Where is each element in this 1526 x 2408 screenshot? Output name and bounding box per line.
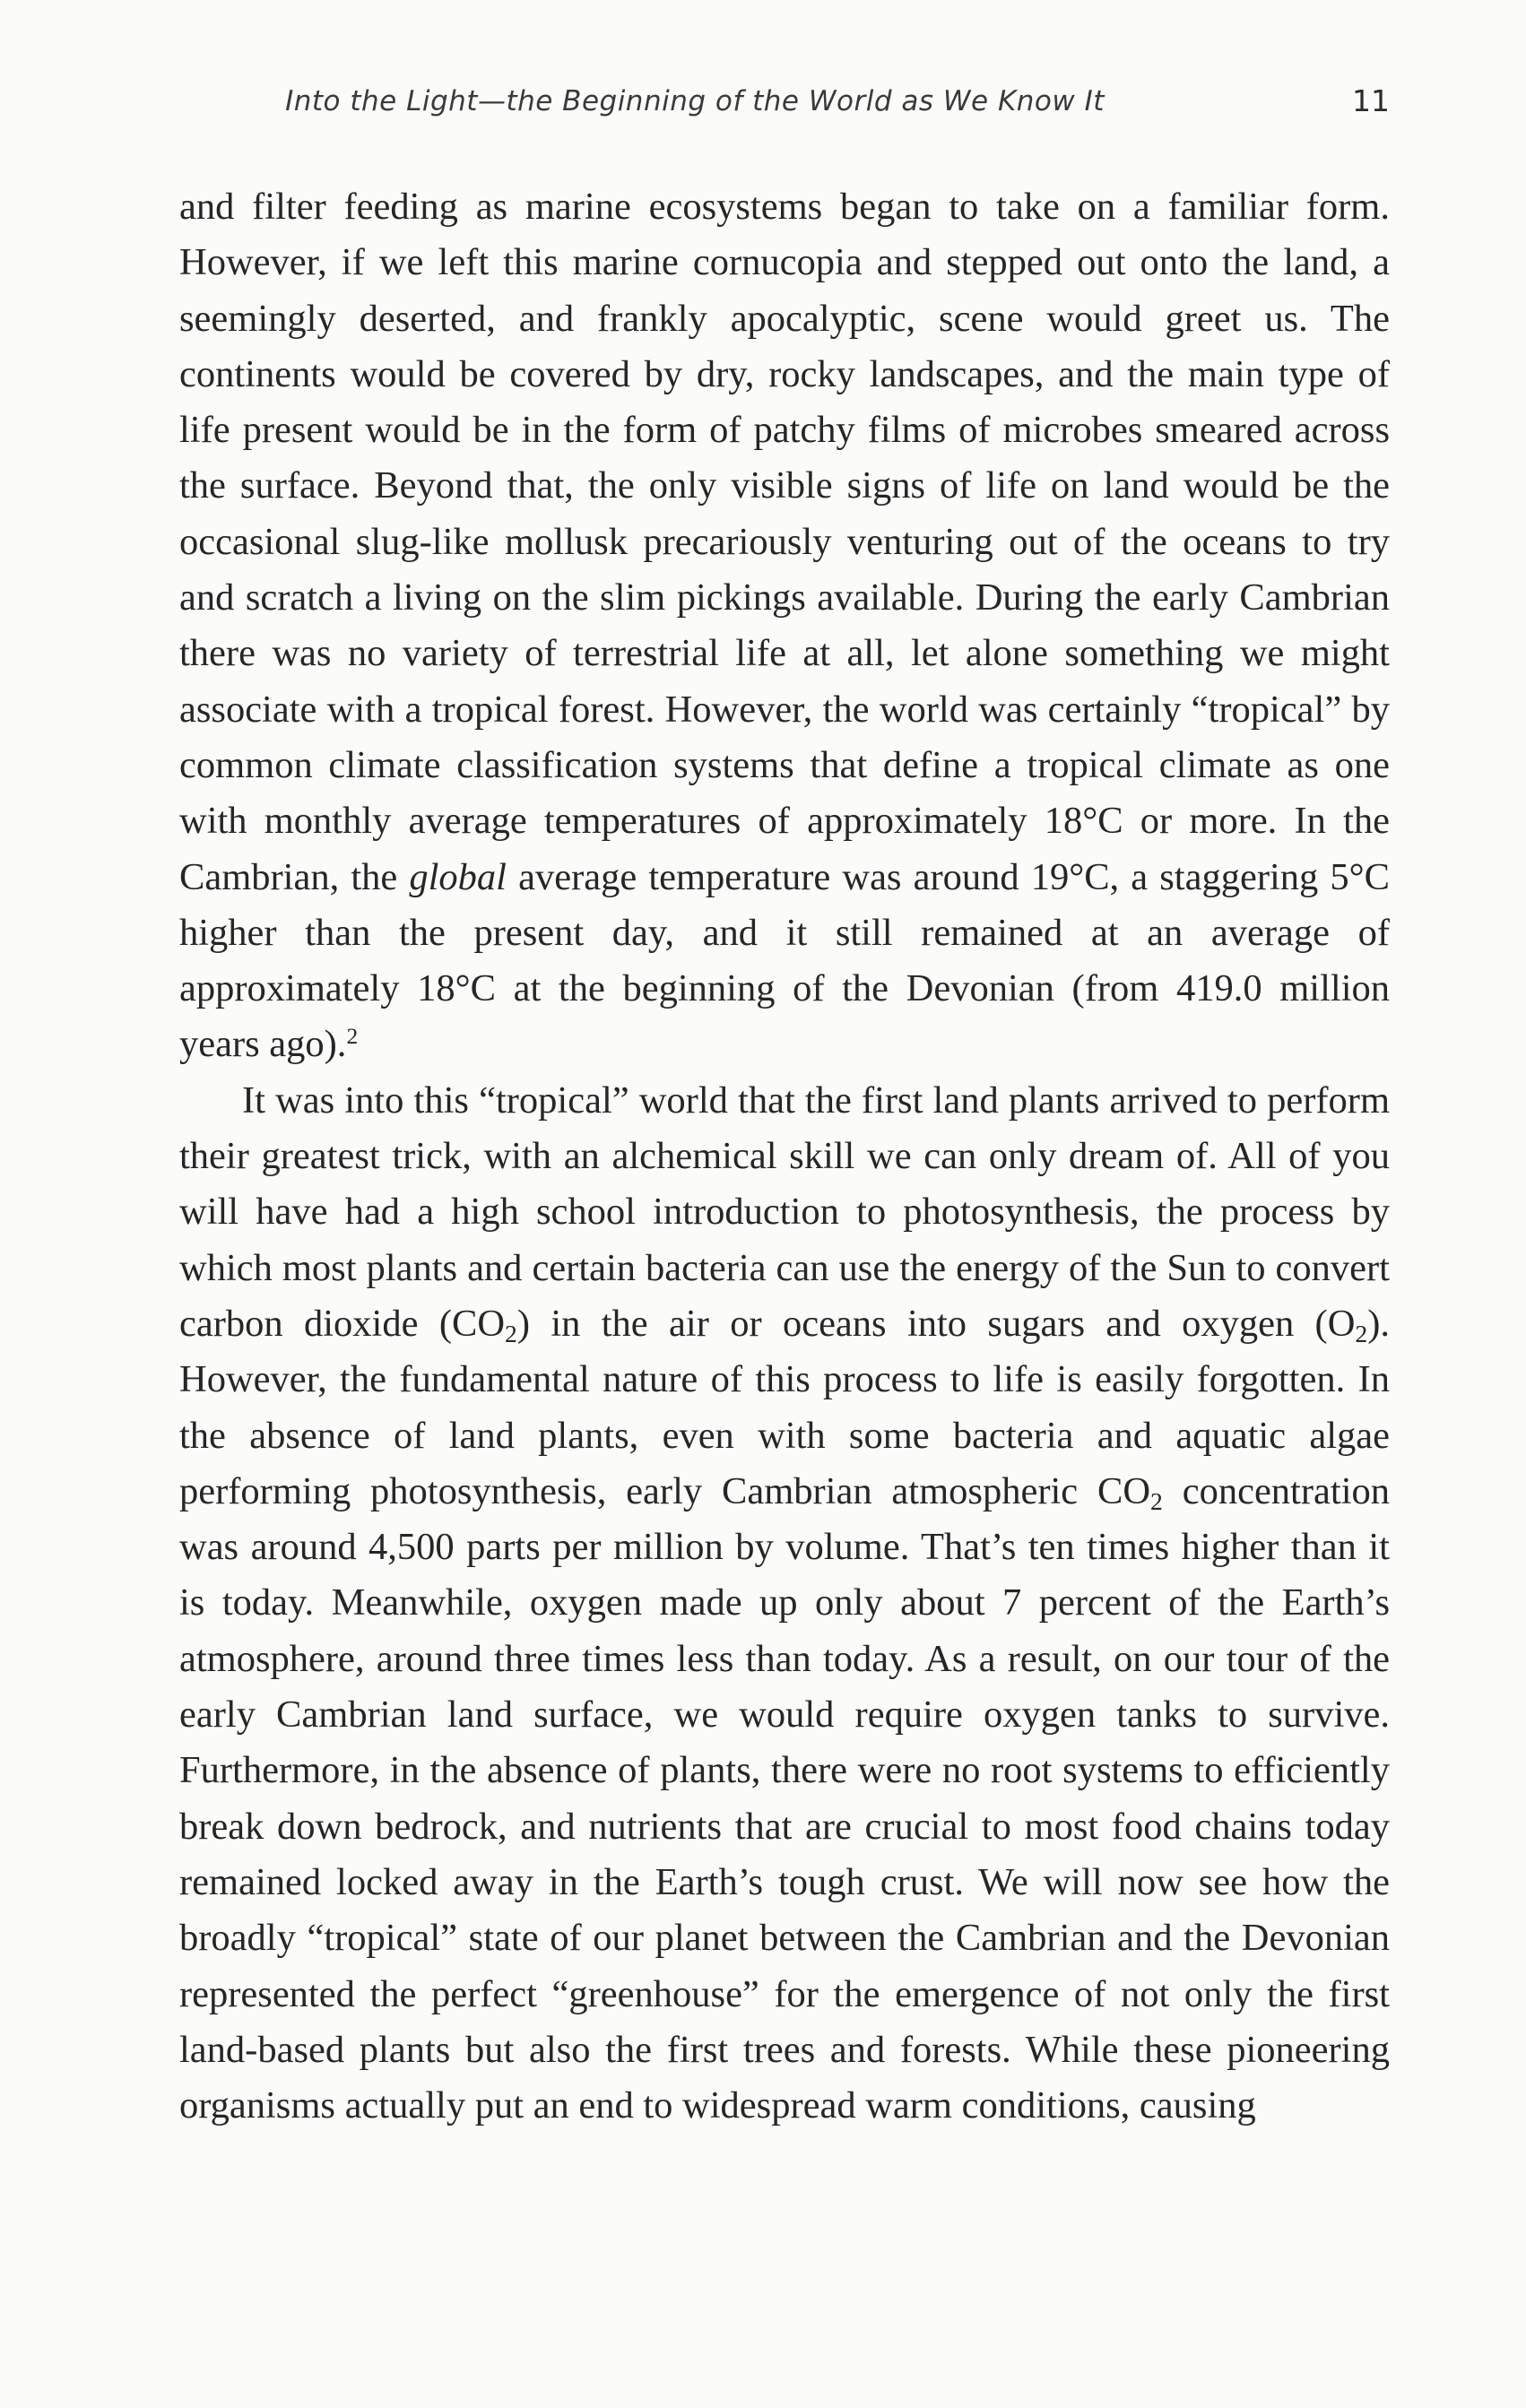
footnote-marker: 2 [346,1023,359,1050]
subscript-co2: 2 [505,1319,517,1347]
paragraph-2-text-c: ). However, the fundamental nature of this process to life is easily forgotten. In the absence of land plants, even with some bacteria and aquatic algae performing photosynthesis, early Cambrian atmospheric CO [179,1302,1390,1512]
paragraph-1-text-a: and filter feeding as marine ecosystems began to take on a familiar form. However, if we left this marine cornucopia and stepped out onto the land, a seemingly deserted, and frankly apocalyptic, scene would greet us. The continents would be covered by dry, rocky landscapes, and the main type of life present would be in the form of patchy films of microbes smeared across the surface. Beyond that, the only visible signs of life on land would be the occasional slug-like mollusk precariously venturing out of the oceans to try and scratch a living on the slim pickings available. During the early Cambrian there was no variety of terrestrial life at all, let alone something we might associate with a tropical forest. However, the world was certainly “tropical” by common climate classification systems that define a tropical climate as one with monthly average temperatures of approximately 18°C or more. In the Cambrian, the [179,186,1390,898]
body-text [179,179,1390,2134]
emphasis-global: global [409,855,507,898]
paragraph-2-text-b: ) in the air or oceans into sugars and oxygen (O [516,1302,1356,1345]
paragraph-1-text-b: average temperature was around 19°C, a staggering 5°C higher than the present day, and it still remained at an average of approximately 18°C at the beginning of the Devonian (from 419.0 million years ago). [179,855,1390,1066]
page-number: 11 [1352,83,1390,118]
subscript-co2-atmospheric: 2 [1150,1486,1163,1515]
paragraph-2-text-a: It was into this “tropical” world that the first land plants arrived to perform their greatest trick, with an alchemical skill we can only dream of. All of you will have had a high school introduction to photosynthesis, the process by which most plants and certain bacteria can use the energy of the Sun to convert carbon dioxide (CO [179,1078,1390,1345]
paragraph-2 [179,1073,1390,2135]
paragraph-2-text-d: concentration was around 4,500 parts per million by volume. That’s ten times higher than it is today. Meanwhile, oxygen made up only about 7 percent of the Earth’s atmosphere, around three times less than today. As a result, on our tour of the early Cambrian land surface, we would require oxygen tanks to survive. Furthermore, in the absence of plants, there were no root systems to efficiently break down bedrock, and nutrients that are crucial to most food chains today remained locked away in the Earth’s tough crust. We will now see how the broadly “tropical” state of our planet between the Cambrian and the Devonian represented the perfect “greenhouse” for the emergence of not only the first land-based plants but also the first trees and forests. While these pioneering organisms actually put an end to widespread warm conditions, causing [179,1469,1390,2127]
running-title: Into the Light—the Beginning of the World as We Know It [285,85,1105,117]
paragraph-1 [179,179,1390,1073]
subscript-o2: 2 [1355,1319,1368,1347]
running-head [179,79,1390,124]
